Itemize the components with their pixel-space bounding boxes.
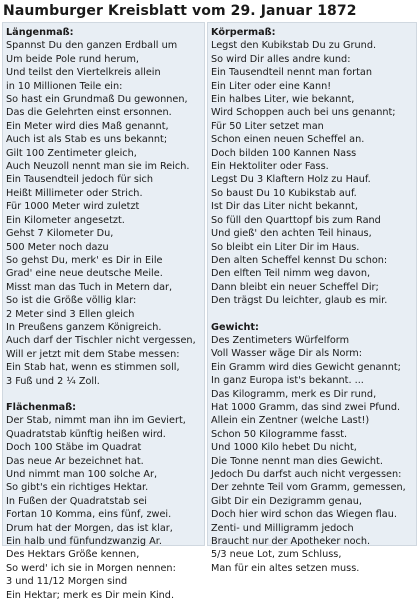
poem-line: So gibt's ein richtiges Hektar.	[6, 482, 149, 494]
poem-line: Ein Tausendteil jedoch für sich	[6, 174, 154, 186]
poem-line: Hat 1000 Gramm, das sind zwei Pfund.	[211, 401, 401, 413]
poem-line: Der zehnte Teil vom Gramm, gemessen,	[211, 482, 406, 494]
poem-line: Die Tonne nennt man dies Gewicht.	[211, 455, 383, 467]
poem-line: Fortan 10 Komma, eins fünf, zwei.	[6, 509, 172, 521]
poem-line: in 10 Millionen Teile ein:	[6, 80, 123, 92]
poem-line: Allein ein Zentner (welche Last!)	[211, 415, 370, 427]
poem-line: Ein Stab hat, wenn es stimmen soll,	[6, 362, 180, 374]
poem-line: Des Zentimeters Würfelform	[211, 334, 350, 346]
poem-line: Gibt Dir ein Dezigramm genau,	[211, 495, 362, 507]
poem-line: Ein Liter oder eine Kann!	[211, 80, 332, 92]
section-heading: Gewicht:	[211, 321, 259, 333]
poem-line: Schon 50 Kilogramme fasst.	[211, 428, 348, 440]
poem-line: Ein halb und fünfundzwanzig Ar.	[6, 536, 162, 548]
poem-line: Das Kilogramm, merk es Dir rund,	[211, 388, 377, 400]
poem-line: Für 50 Liter setzet man	[211, 120, 324, 132]
poem-line: Will er jetzt mit dem Stabe messen:	[6, 348, 180, 360]
poem-line: Und gieß' den achten Teil hinaus,	[211, 228, 372, 240]
poem-line: Den alten Scheffel kennst Du schon:	[211, 254, 388, 266]
poem-line: 2 Meter sind 3 Ellen gleich	[6, 308, 135, 320]
section-gap	[6, 388, 196, 401]
poem-line: Für 1000 Meter wird zuletzt	[6, 201, 140, 213]
poem-line: Legst Du 3 Klaftern Holz zu Hauf.	[211, 174, 371, 186]
poem-line: Ein Hektar; merk es Dir mein Kind.	[6, 589, 175, 601]
poem-line: Ein Tausendteil nennt man fortan	[211, 67, 372, 79]
poem-line: So wird Dir alles andre kund:	[211, 53, 351, 65]
poem-line: Den trägst Du leichter, glaub es mir.	[211, 295, 388, 307]
poem-line: Und teilst den Viertelkreis allein	[6, 67, 161, 79]
poem-line: Jedoch Du darfst auch nicht vergessen:	[211, 469, 402, 480]
right-column	[211, 26, 406, 575]
poem-line: Braucht nur der Apotheker noch.	[211, 536, 371, 548]
poem-line: 3 Fuß und 2 ¼ Zoll.	[6, 375, 100, 387]
poem-line: Ein Meter wird dies Maß genannt,	[6, 120, 169, 132]
poem-line: Ein Hektoliter oder Fass.	[211, 161, 329, 173]
poem-line: Und nimmt man 100 solche Ar,	[6, 469, 158, 480]
poem-line: Auch Neuzoll nennt man sie im Reich.	[6, 161, 190, 173]
poem-line: Ein halbes Liter, wie bekannt,	[211, 94, 355, 106]
poem-line: Ein Gramm wird dies Gewicht genannt;	[211, 361, 401, 373]
poem-line: In Fußen der Quadratstab sei	[6, 495, 147, 507]
poem-line: Dann bleibt ein neuer Scheffel Dir;	[211, 281, 379, 293]
poem-line: 3 und 11/12 Morgen sind	[6, 576, 128, 588]
poem-line: Um beide Pole rund herum,	[6, 53, 139, 65]
poem-line: Auch ist als Stab es uns bekannt;	[6, 134, 168, 146]
poem-line: So bleibt ein Liter Dir im Haus.	[211, 241, 360, 253]
poem-line: 500 Meter noch dazu	[6, 241, 109, 253]
poem-line: Misst man das Tuch in Metern dar,	[6, 281, 173, 293]
poem-line: So hast ein Grundmaß Du gewonnen,	[6, 94, 188, 106]
poem-line: Drum hat der Morgen, das ist klar,	[6, 522, 173, 534]
poem-line: So ist die Größe völlig klar:	[6, 295, 137, 307]
poem-line: So baust Du 10 Kubikstab auf.	[211, 187, 357, 199]
poem-line: So gehst Du, merk' es Dir in Eile	[6, 254, 163, 266]
poem-line: Grad' eine neue deutsche Meile.	[6, 268, 163, 280]
poem-line: Quadratstab künftig heißen wird.	[6, 428, 166, 440]
poem-line: In ganz Europa ist's bekannt. ...	[211, 375, 364, 387]
poem-line: Gehst 7 Kilometer Du,	[6, 228, 114, 240]
poem-line: So füll den Quarttopf bis zum Rand	[211, 214, 381, 226]
page-title: Naumburger Kreisblatt vom 29. Januar 1872	[3, 3, 357, 19]
section-heading: Längenmaß:	[6, 27, 74, 38]
poem-line: Man für ein altes setzen muss.	[211, 562, 360, 574]
poem-line: Ein Kilometer angesetzt.	[6, 214, 125, 226]
poem-line: Das neue Ar bezeichnet hat.	[6, 455, 144, 467]
poem-line: Doch hier wird schon das Wiegen flau.	[211, 509, 397, 521]
poem-line: Wird Schoppen auch bei uns genannt;	[211, 107, 396, 119]
poem-line: Gilt 100 Zentimeter gleich,	[6, 147, 137, 159]
poem-line: Das die Gelehrten einst ersonnen.	[6, 107, 172, 119]
poem-line: Auch darf der Tischler nicht vergessen,	[6, 335, 196, 347]
poem-line: Zenti- und Milligramm jedoch	[211, 522, 354, 534]
poem-line: Legst den Kubikstab Du zu Grund.	[211, 40, 377, 52]
section-gap	[211, 308, 406, 321]
poem-line: So werd' ich sie in Morgen nennen:	[6, 562, 176, 574]
poem-line: Doch 100 Stäbe im Quadrat	[6, 442, 142, 454]
poem-line: Heißt Millimeter oder Strich.	[6, 187, 143, 199]
poem-line: Der Stab, nimmt man ihn im Geviert,	[6, 415, 186, 427]
poem-line: Doch bilden 100 Kannen Nass	[211, 147, 357, 159]
left-column	[6, 26, 196, 602]
poem-line: Des Hektars Größe kennen,	[6, 549, 140, 561]
section-heading: Flächenmaß:	[6, 401, 77, 413]
poem-line: Voll Wasser wäge Dir als Norm:	[211, 348, 362, 360]
poem-line: Und 1000 Kilo hebet Du nicht,	[211, 442, 357, 454]
section-heading: Körpermaß:	[211, 27, 276, 38]
poem-line: 5/3 neue Lot, zum Schluss,	[211, 549, 342, 561]
poem-line: Ist Dir das Liter nicht bekannt,	[211, 201, 358, 213]
poem-line: Den elften Teil nimm weg davon,	[211, 268, 371, 280]
poem-line: In Preußens ganzem Königreich.	[6, 321, 162, 333]
poem-line: Spannst Du den ganzen Erdball um	[6, 40, 178, 52]
poem-line: Schon einen neuen Scheffel an.	[211, 134, 365, 146]
